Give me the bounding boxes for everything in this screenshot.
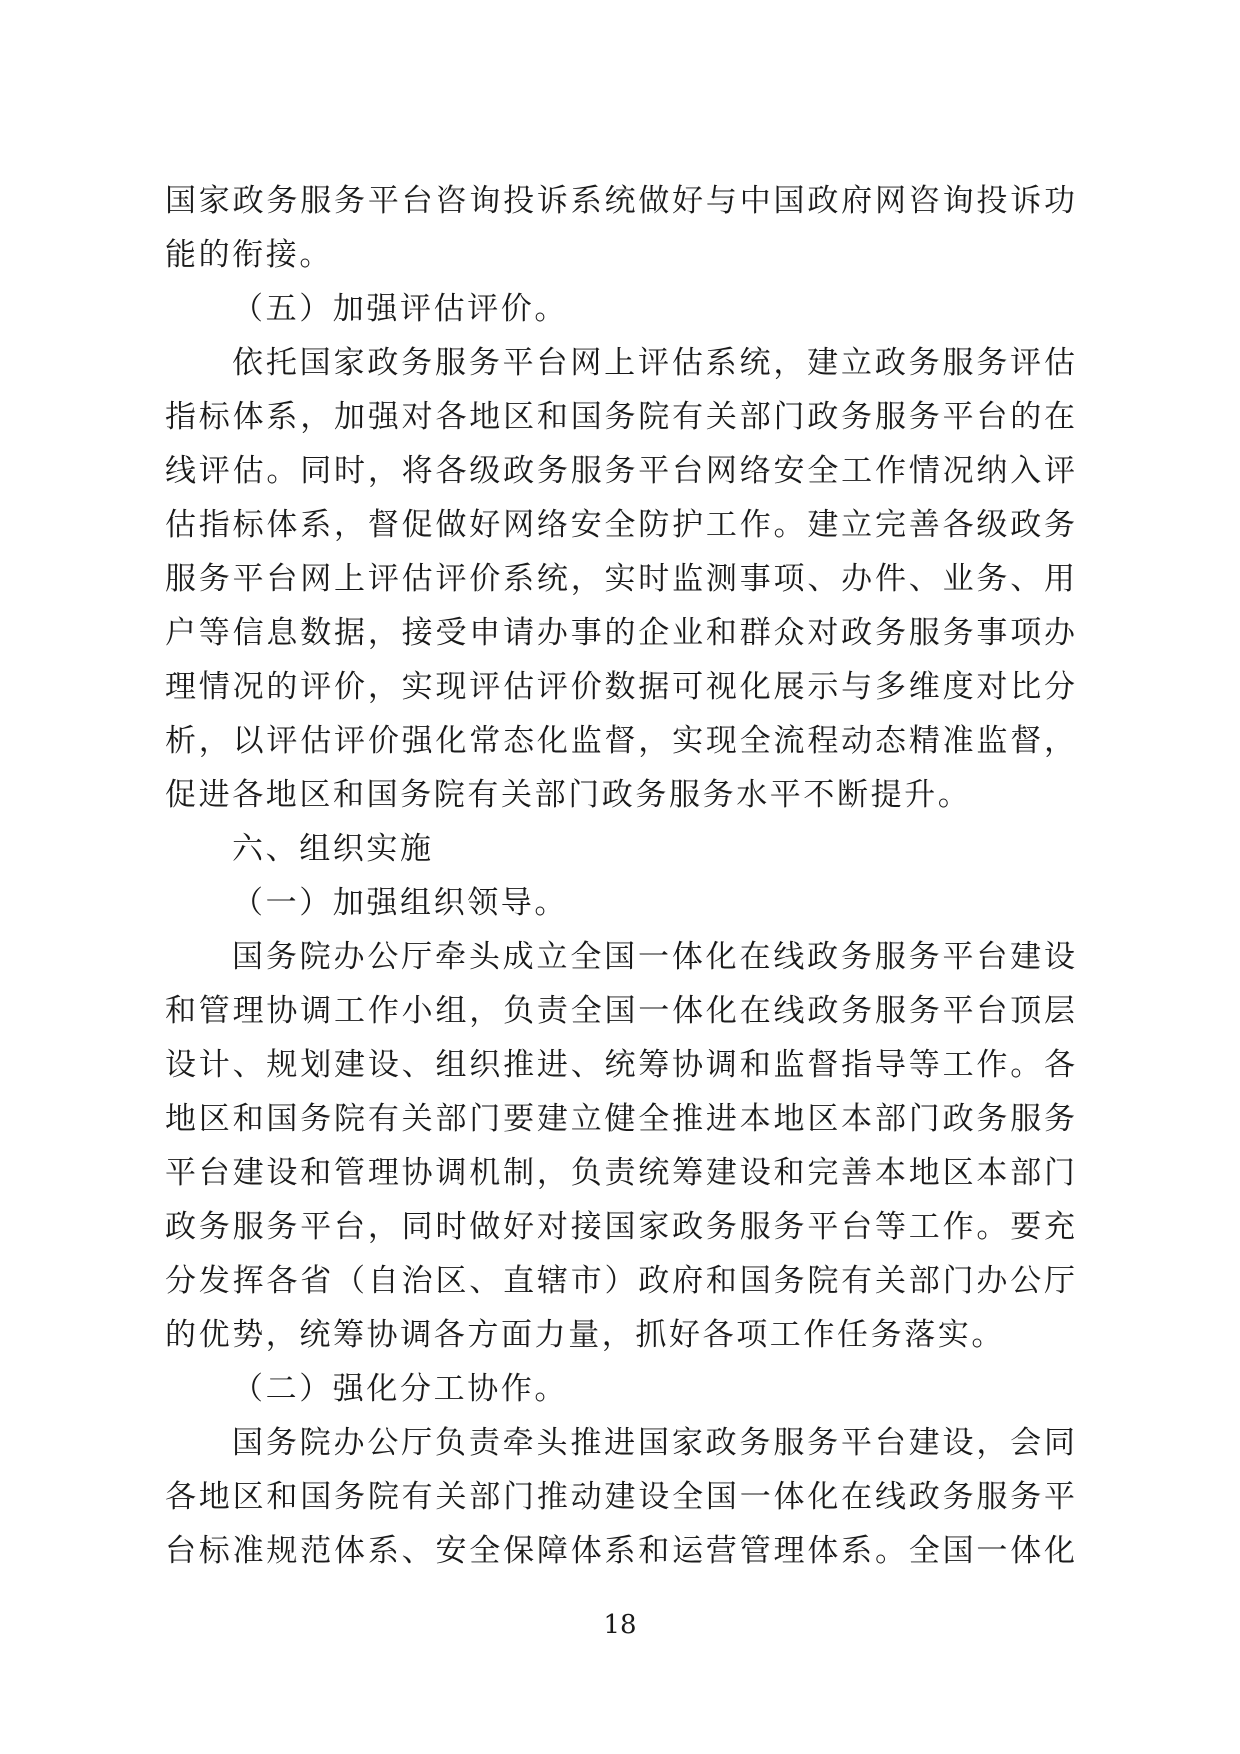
text-line: 平台建设和管理协调机制，负责统筹建设和完善本地区本部门 xyxy=(165,1155,1075,1191)
text-line: 线评估。同时，将各级政务服务平台网络安全工作情况纳入评 xyxy=(165,453,1075,489)
subsection-heading: （一）加强组织领导。 xyxy=(232,885,568,921)
document-body xyxy=(165,174,1075,1578)
subsection-heading: （二）强化分工协作。 xyxy=(232,1371,568,1407)
text-line: 估指标体系，督促做好网络安全防护工作。建立完善各级政务 xyxy=(165,507,1075,543)
text-line: 台标准规范体系、安全保障体系和运营管理体系。全国一体化 xyxy=(165,1533,1075,1569)
subsection-heading: （五）加强评估评价。 xyxy=(232,291,568,327)
text-line: 国务院办公厅负责牵头推进国家政务服务平台建设，会同 xyxy=(232,1425,1075,1461)
text-line: 地区和国务院有关部门要建立健全推进本地区本部门政务服务 xyxy=(165,1101,1075,1137)
text-line: 理情况的评价，实现评估评价数据可视化展示与多维度对比分 xyxy=(165,669,1075,705)
text-line: 服务平台网上评估评价系统，实时监测事项、办件、业务、用 xyxy=(165,561,1075,597)
text-line: 政务服务平台，同时做好对接国家政务服务平台等工作。要充 xyxy=(165,1209,1075,1245)
text-line: 依托国家政务服务平台网上评估系统，建立政务服务评估 xyxy=(232,345,1075,381)
text-line: 能的衔接。 xyxy=(165,237,333,273)
section-heading: 六、组织实施 xyxy=(232,831,434,867)
text-line: 国家政务服务平台咨询投诉系统做好与中国政府网咨询投诉功 xyxy=(165,183,1075,219)
text-line: 户等信息数据，接受申请办事的企业和群众对政务服务事项办 xyxy=(165,615,1075,651)
text-line: 和管理协调工作小组，负责全国一体化在线政务服务平台顶层 xyxy=(165,993,1075,1029)
text-line: 国务院办公厅牵头成立全国一体化在线政务服务平台建设 xyxy=(232,939,1075,975)
text-line: 析，以评估评价强化常态化监督，实现全流程动态精准监督， xyxy=(165,723,1075,759)
text-line: 设计、规划建设、组织推进、统筹协调和监督指导等工作。各 xyxy=(165,1047,1075,1083)
text-line: 的优势，统筹协调各方面力量，抓好各项工作任务落实。 xyxy=(165,1317,1005,1353)
text-line: 各地区和国务院有关部门推动建设全国一体化在线政务服务平 xyxy=(165,1479,1075,1515)
text-line: 促进各地区和国务院有关部门政务服务水平不断提升。 xyxy=(165,777,972,813)
page-number: 18 xyxy=(603,1610,637,1640)
text-line: 指标体系，加强对各地区和国务院有关部门政务服务平台的在 xyxy=(165,399,1075,435)
text-line: 分发挥各省（自治区、直辖市）政府和国务院有关部门办公厅 xyxy=(165,1263,1075,1299)
